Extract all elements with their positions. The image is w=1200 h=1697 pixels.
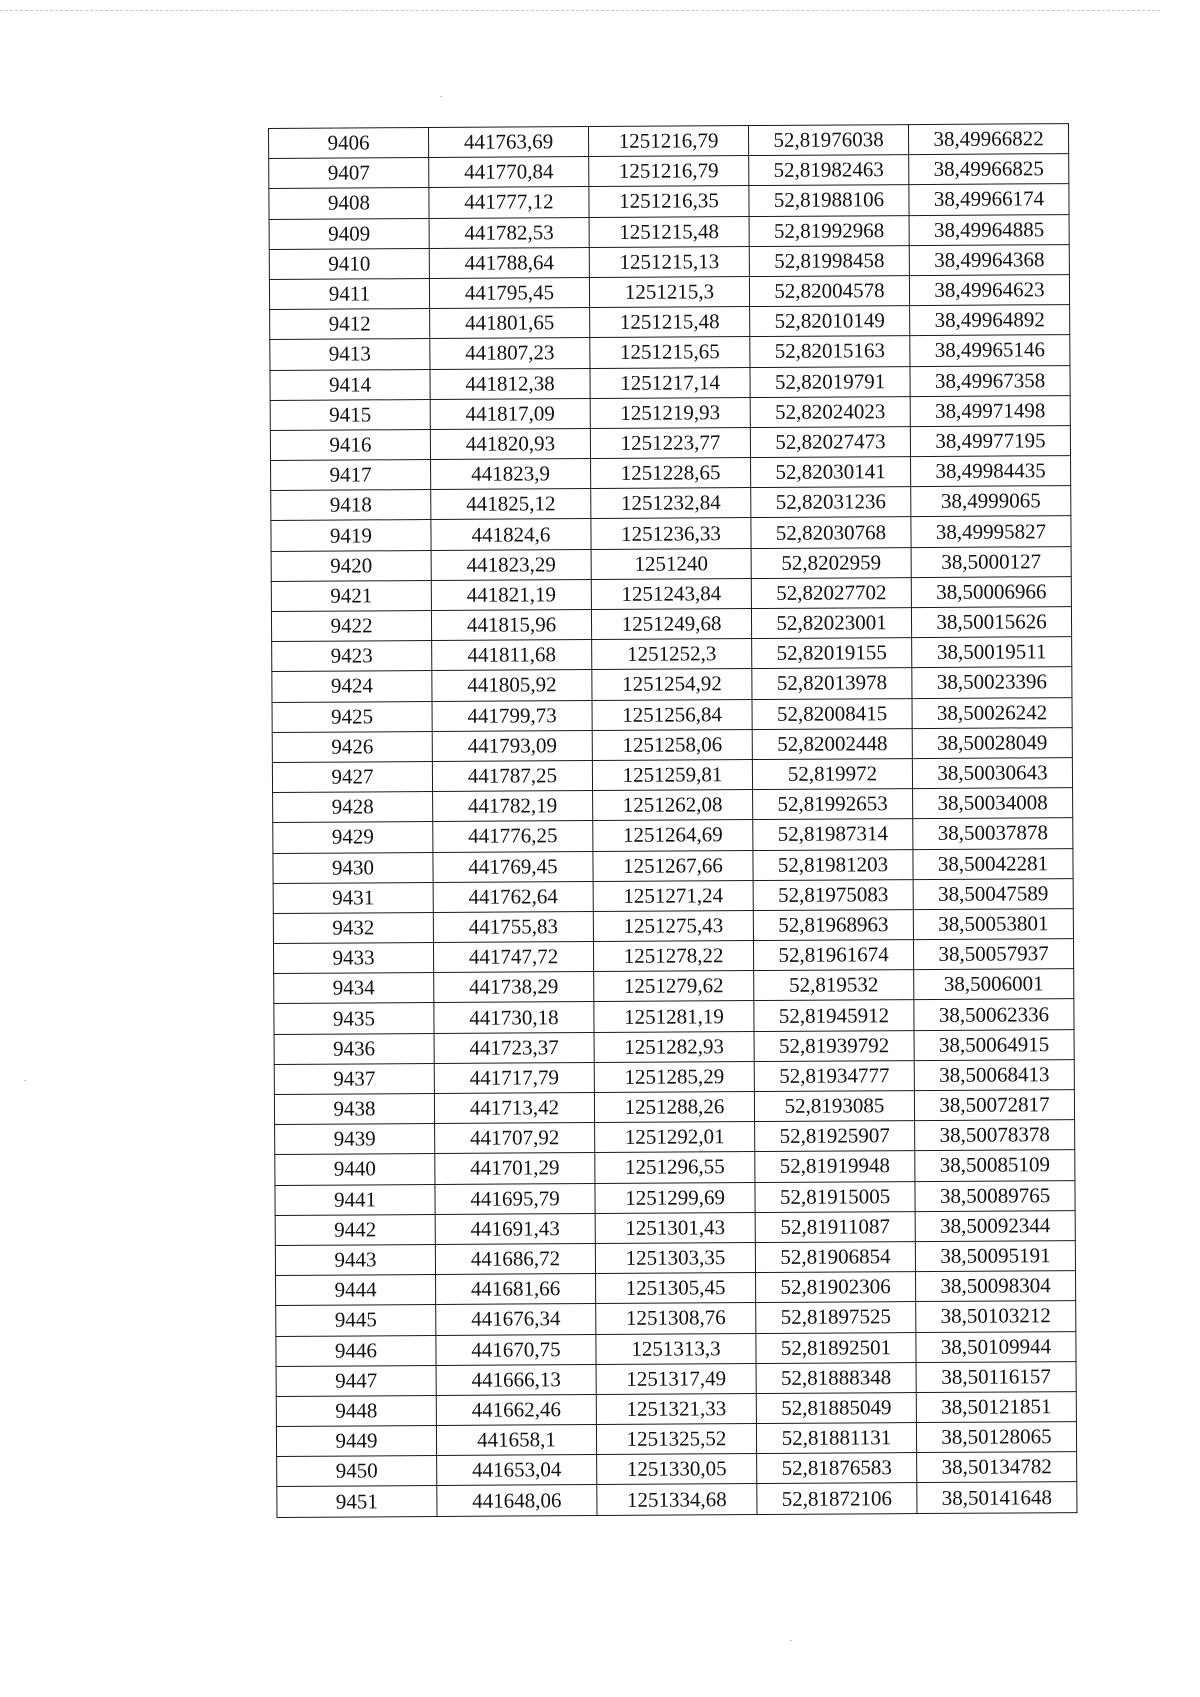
point-number-cell: 9419	[271, 520, 431, 551]
point-number-cell: 9412	[270, 309, 430, 340]
y-coordinate-cell: 1251299,69	[595, 1182, 755, 1213]
longitude-cell: 38,50098304	[915, 1271, 1075, 1302]
point-number-cell: 9421	[271, 580, 431, 611]
latitude-cell: 52,82008415	[752, 698, 912, 729]
longitude-cell: 38,50103212	[916, 1301, 1076, 1332]
x-coordinate-cell: 441782,53	[429, 217, 589, 248]
y-coordinate-cell: 1251288,26	[594, 1092, 754, 1123]
latitude-cell: 52,81906854	[755, 1242, 915, 1273]
latitude-cell: 52,81881131	[756, 1423, 916, 1454]
table-row	[269, 244, 1069, 279]
x-coordinate-cell: 441713,42	[434, 1093, 594, 1124]
point-number-cell: 9418	[271, 490, 431, 521]
latitude-cell: 52,81911087	[755, 1211, 915, 1242]
table-row	[272, 727, 1072, 762]
x-coordinate-cell: 441817,09	[430, 398, 590, 429]
y-coordinate-cell: 1251215,13	[589, 246, 749, 277]
x-coordinate-cell: 441812,38	[430, 368, 590, 399]
y-coordinate-cell: 1251216,79	[589, 156, 749, 187]
latitude-cell: 52,81885049	[756, 1392, 916, 1423]
latitude-cell: 52,81902306	[756, 1272, 916, 1303]
y-coordinate-cell: 1251330,05	[597, 1454, 757, 1485]
latitude-cell: 52,82031236	[751, 487, 911, 518]
latitude-cell: 52,81992968	[749, 215, 909, 246]
y-coordinate-cell: 1251308,76	[596, 1303, 756, 1334]
y-coordinate-cell: 1251223,77	[590, 427, 750, 458]
point-number-cell: 9406	[269, 128, 429, 159]
longitude-cell: 38,49977195	[910, 425, 1070, 456]
y-coordinate-cell: 1251321,33	[596, 1393, 756, 1424]
table-row	[274, 1059, 1074, 1094]
y-coordinate-cell: 1251296,55	[595, 1152, 755, 1183]
latitude-cell: 52,82030141	[751, 457, 911, 488]
point-number-cell: 9436	[274, 1033, 434, 1064]
latitude-cell: 52,8202959	[751, 547, 911, 578]
latitude-cell: 52,81976038	[748, 125, 908, 156]
point-number-cell: 9430	[273, 852, 433, 883]
y-coordinate-cell: 1251252,3	[592, 639, 752, 670]
longitude-cell: 38,50057937	[913, 939, 1073, 970]
latitude-cell: 52,82010149	[750, 306, 910, 337]
x-coordinate-cell: 441807,23	[430, 338, 590, 369]
longitude-cell: 38,50064915	[914, 1029, 1074, 1060]
longitude-cell: 38,50023396	[912, 667, 1072, 698]
table-row	[276, 1422, 1076, 1457]
longitude-cell: 38,50141648	[917, 1482, 1077, 1513]
longitude-cell: 38,5006001	[914, 969, 1074, 1000]
point-number-cell: 9431	[273, 882, 433, 913]
table-row	[272, 758, 1072, 793]
latitude-cell: 52,819972	[752, 759, 912, 790]
longitude-cell: 38,50028049	[912, 727, 1072, 758]
y-coordinate-cell: 1251275,43	[593, 910, 753, 941]
table-row	[273, 939, 1073, 974]
table-row	[272, 667, 1072, 702]
longitude-cell: 38,49995827	[911, 516, 1071, 547]
x-coordinate-cell: 441676,34	[436, 1304, 596, 1335]
longitude-cell: 38,50109944	[916, 1331, 1076, 1362]
x-coordinate-cell: 441707,92	[435, 1123, 595, 1154]
point-number-cell: 9435	[274, 1003, 434, 1034]
point-number-cell: 9425	[272, 701, 432, 732]
point-number-cell: 9428	[273, 792, 433, 823]
latitude-cell: 52,81934777	[754, 1060, 914, 1091]
table-row	[271, 486, 1071, 521]
point-number-cell: 9451	[277, 1486, 437, 1517]
point-number-cell: 9422	[271, 611, 431, 642]
point-number-cell: 9410	[269, 248, 429, 279]
point-number-cell: 9427	[272, 761, 432, 792]
y-coordinate-cell: 1251236,33	[591, 518, 751, 549]
table-row	[270, 365, 1070, 400]
longitude-cell: 38,50042281	[913, 848, 1073, 879]
point-number-cell: 9420	[271, 550, 431, 581]
x-coordinate-cell: 441653,04	[437, 1455, 597, 1486]
latitude-cell: 52,82023001	[751, 608, 911, 639]
x-coordinate-cell: 441695,79	[435, 1183, 595, 1214]
table-row	[269, 275, 1069, 310]
x-coordinate-cell: 441666,13	[436, 1364, 596, 1395]
table-row	[270, 335, 1070, 370]
x-coordinate-cell: 441730,18	[434, 1002, 594, 1033]
x-coordinate-cell: 441793,09	[432, 730, 592, 761]
table-row	[273, 848, 1073, 883]
longitude-cell: 38,50037878	[913, 818, 1073, 849]
longitude-cell: 38,49964623	[909, 275, 1069, 306]
latitude-cell: 52,81872106	[757, 1483, 917, 1514]
y-coordinate-cell: 1251278,22	[593, 941, 753, 972]
table-row	[274, 969, 1074, 1004]
longitude-cell: 38,49967358	[910, 365, 1070, 396]
table-row	[276, 1331, 1076, 1366]
y-coordinate-cell: 1251313,3	[596, 1333, 756, 1364]
y-coordinate-cell: 1251262,08	[593, 790, 753, 821]
table-row	[269, 154, 1069, 189]
point-number-cell: 9409	[269, 218, 429, 249]
x-coordinate-cell: 441717,79	[434, 1062, 594, 1093]
point-number-cell: 9445	[276, 1305, 436, 1336]
point-number-cell: 9444	[276, 1275, 436, 1306]
longitude-cell: 38,50019511	[912, 637, 1072, 668]
longitude-cell: 38,50128065	[916, 1422, 1076, 1453]
latitude-cell: 52,82013978	[752, 668, 912, 699]
latitude-cell: 52,82030768	[751, 517, 911, 548]
table-row	[273, 818, 1073, 853]
latitude-cell: 52,81945912	[754, 1000, 914, 1031]
x-coordinate-cell: 441670,75	[436, 1334, 596, 1365]
longitude-cell: 38,50134782	[917, 1452, 1077, 1483]
latitude-cell: 52,82027473	[750, 426, 910, 457]
table-row	[277, 1452, 1077, 1487]
x-coordinate-cell: 441799,73	[432, 700, 592, 731]
longitude-cell: 38,50092344	[915, 1210, 1075, 1241]
x-coordinate-cell: 441776,25	[433, 821, 593, 852]
y-coordinate-cell: 1251282,93	[594, 1031, 754, 1062]
table-row	[270, 395, 1070, 430]
longitude-cell: 38,50095191	[915, 1241, 1075, 1272]
scan-speck	[440, 96, 442, 97]
y-coordinate-cell: 1251240	[591, 548, 751, 579]
x-coordinate-cell: 441755,83	[433, 911, 593, 942]
y-coordinate-cell: 1251216,79	[588, 126, 748, 157]
longitude-cell: 38,50030643	[912, 758, 1072, 789]
point-number-cell: 9446	[276, 1335, 436, 1366]
y-coordinate-cell: 1251279,62	[594, 971, 754, 1002]
table-row	[277, 1482, 1077, 1517]
x-coordinate-cell: 441648,06	[437, 1485, 597, 1516]
y-coordinate-cell: 1251281,19	[594, 1001, 754, 1032]
point-number-cell: 9447	[276, 1365, 436, 1396]
x-coordinate-cell: 441811,68	[432, 640, 592, 671]
latitude-cell: 52,81982463	[749, 155, 909, 186]
latitude-cell: 52,82002448	[752, 728, 912, 759]
latitude-cell: 52,81897525	[756, 1302, 916, 1333]
longitude-cell: 38,50085109	[915, 1150, 1075, 1181]
table-row	[271, 516, 1071, 551]
x-coordinate-cell: 441788,64	[429, 247, 589, 278]
longitude-cell: 38,50034008	[913, 788, 1073, 819]
table-row	[276, 1391, 1076, 1426]
longitude-cell: 38,50089765	[915, 1180, 1075, 1211]
x-coordinate-cell: 441824,6	[431, 519, 591, 550]
scan-speck	[24, 1080, 26, 1081]
table-row	[269, 214, 1069, 249]
x-coordinate-cell: 441658,1	[436, 1425, 596, 1456]
table-row	[276, 1271, 1076, 1306]
x-coordinate-cell: 441823,9	[431, 459, 591, 490]
x-coordinate-cell: 441763,69	[429, 127, 589, 158]
latitude-cell: 52,82015163	[750, 336, 910, 367]
y-coordinate-cell: 1251267,66	[593, 850, 753, 881]
longitude-cell: 38,49971498	[910, 395, 1070, 426]
latitude-cell: 52,819532	[754, 970, 914, 1001]
table-row	[274, 1029, 1074, 1064]
x-coordinate-cell: 441787,25	[432, 760, 592, 791]
table-row	[273, 908, 1073, 943]
table-row	[276, 1301, 1076, 1336]
latitude-cell: 52,81888348	[756, 1362, 916, 1393]
scan-speck	[790, 1640, 792, 1641]
y-coordinate-cell: 1251228,65	[591, 458, 751, 489]
y-coordinate-cell: 1251264,69	[593, 820, 753, 851]
y-coordinate-cell: 1251256,84	[592, 699, 752, 730]
point-number-cell: 9449	[276, 1426, 436, 1457]
x-coordinate-cell: 441681,66	[436, 1274, 596, 1305]
latitude-cell: 52,81975083	[753, 879, 913, 910]
coordinate-table	[268, 123, 1077, 1517]
longitude-cell: 38,50068413	[914, 1059, 1074, 1090]
point-number-cell: 9448	[276, 1395, 436, 1426]
y-coordinate-cell: 1251215,48	[589, 216, 749, 247]
y-coordinate-cell: 1251301,43	[595, 1212, 755, 1243]
x-coordinate-cell: 441770,84	[429, 157, 589, 188]
longitude-cell: 38,49964892	[910, 305, 1070, 336]
longitude-cell: 38,50026242	[912, 697, 1072, 728]
x-coordinate-cell: 441820,93	[430, 428, 590, 459]
latitude-cell: 52,81998458	[749, 245, 909, 276]
longitude-cell: 38,50072817	[914, 1090, 1074, 1121]
y-coordinate-cell: 1251303,35	[595, 1242, 755, 1273]
latitude-cell: 52,82027702	[751, 577, 911, 608]
point-number-cell: 9407	[269, 158, 429, 189]
y-coordinate-cell: 1251285,29	[594, 1061, 754, 1092]
latitude-cell: 52,81961674	[753, 940, 913, 971]
y-coordinate-cell: 1251258,06	[592, 729, 752, 760]
point-number-cell: 9442	[275, 1214, 435, 1245]
table-row	[275, 1241, 1075, 1276]
latitude-cell: 52,81876583	[757, 1453, 917, 1484]
point-number-cell: 9434	[274, 973, 434, 1004]
point-number-cell: 9414	[270, 369, 430, 400]
y-coordinate-cell: 1251219,93	[590, 397, 750, 428]
point-number-cell: 9438	[274, 1094, 434, 1125]
y-coordinate-cell: 1251325,52	[596, 1424, 756, 1455]
point-number-cell: 9437	[274, 1063, 434, 1094]
latitude-cell: 52,82024023	[750, 396, 910, 427]
table-row	[271, 456, 1071, 491]
point-number-cell: 9426	[272, 731, 432, 762]
latitude-cell: 52,81988106	[749, 185, 909, 216]
point-number-cell: 9408	[269, 188, 429, 219]
table-row	[271, 576, 1071, 611]
latitude-cell: 52,81915005	[755, 1181, 915, 1212]
point-number-cell: 9440	[275, 1154, 435, 1185]
y-coordinate-cell: 1251259,81	[592, 759, 752, 790]
longitude-cell: 38,49964885	[909, 214, 1069, 245]
table-row	[275, 1150, 1075, 1185]
x-coordinate-cell: 441805,92	[432, 670, 592, 701]
latitude-cell: 52,81939792	[754, 1030, 914, 1061]
y-coordinate-cell: 1251249,68	[591, 609, 751, 640]
x-coordinate-cell: 441823,29	[431, 549, 591, 580]
longitude-cell: 38,50053801	[913, 908, 1073, 939]
point-number-cell: 9413	[270, 339, 430, 370]
longitude-cell: 38,4999065	[911, 486, 1071, 517]
point-number-cell: 9441	[275, 1184, 435, 1215]
y-coordinate-cell: 1251317,49	[596, 1363, 756, 1394]
table-row	[270, 305, 1070, 340]
longitude-cell: 38,49966825	[909, 154, 1069, 185]
x-coordinate-cell: 441795,45	[429, 277, 589, 308]
point-number-cell: 9416	[270, 429, 430, 460]
table-row	[274, 999, 1074, 1034]
y-coordinate-cell: 1251305,45	[596, 1273, 756, 1304]
table-body	[269, 124, 1077, 1517]
point-number-cell: 9443	[275, 1244, 435, 1275]
x-coordinate-cell: 441801,65	[430, 308, 590, 339]
table-row	[274, 1090, 1074, 1125]
point-number-cell: 9450	[277, 1456, 437, 1487]
point-number-cell: 9415	[270, 399, 430, 430]
y-coordinate-cell: 1251334,68	[597, 1484, 757, 1515]
table-row	[269, 184, 1069, 219]
table-row	[272, 637, 1072, 672]
x-coordinate-cell: 441686,72	[435, 1243, 595, 1274]
table-row	[269, 124, 1069, 159]
table-row	[271, 607, 1071, 642]
latitude-cell: 52,81919948	[755, 1151, 915, 1182]
x-coordinate-cell: 441821,19	[431, 579, 591, 610]
longitude-cell: 38,49965146	[910, 335, 1070, 366]
point-number-cell: 9411	[269, 278, 429, 309]
point-number-cell: 9429	[273, 822, 433, 853]
x-coordinate-cell: 441762,64	[433, 881, 593, 912]
latitude-cell: 52,81981203	[753, 849, 913, 880]
y-coordinate-cell: 1251216,35	[589, 186, 749, 217]
longitude-cell: 38,50116157	[916, 1361, 1076, 1392]
longitude-cell: 38,49966174	[909, 184, 1069, 215]
latitude-cell: 52,81925907	[755, 1121, 915, 1152]
y-coordinate-cell: 1251217,14	[590, 367, 750, 398]
longitude-cell: 38,5000127	[911, 546, 1071, 577]
y-coordinate-cell: 1251254,92	[592, 669, 752, 700]
point-number-cell: 9423	[272, 641, 432, 672]
x-coordinate-cell: 441815,96	[431, 610, 591, 641]
longitude-cell: 38,49984435	[911, 456, 1071, 487]
x-coordinate-cell: 441825,12	[431, 489, 591, 520]
latitude-cell: 52,8193085	[754, 1091, 914, 1122]
table-row	[276, 1361, 1076, 1396]
table-row	[270, 425, 1070, 460]
latitude-cell: 52,82019155	[752, 638, 912, 669]
latitude-cell: 52,81987314	[753, 819, 913, 850]
longitude-cell: 38,50015626	[911, 607, 1071, 638]
latitude-cell: 52,81992653	[753, 789, 913, 820]
point-number-cell: 9417	[271, 460, 431, 491]
table-row	[271, 546, 1071, 581]
table-row	[275, 1120, 1075, 1155]
latitude-cell: 52,82019791	[750, 366, 910, 397]
x-coordinate-cell: 441701,29	[435, 1153, 595, 1184]
table-row	[275, 1180, 1075, 1215]
table-row	[273, 878, 1073, 913]
x-coordinate-cell: 441662,46	[436, 1394, 596, 1425]
y-coordinate-cell: 1251243,84	[591, 578, 751, 609]
x-coordinate-cell: 441769,45	[433, 851, 593, 882]
x-coordinate-cell: 441738,29	[434, 972, 594, 1003]
x-coordinate-cell: 441691,43	[435, 1213, 595, 1244]
y-coordinate-cell: 1251215,65	[590, 337, 750, 368]
point-number-cell: 9439	[275, 1124, 435, 1155]
longitude-cell: 38,49964368	[909, 244, 1069, 275]
longitude-cell: 38,50121851	[916, 1391, 1076, 1422]
point-number-cell: 9432	[273, 912, 433, 943]
x-coordinate-cell: 441782,19	[433, 791, 593, 822]
longitude-cell: 38,49966822	[908, 124, 1068, 155]
x-coordinate-cell: 441777,12	[429, 187, 589, 218]
longitude-cell: 38,50062336	[914, 999, 1074, 1030]
table-row	[275, 1210, 1075, 1245]
y-coordinate-cell: 1251292,01	[595, 1122, 755, 1153]
y-coordinate-cell: 1251232,84	[591, 488, 751, 519]
table-row	[272, 697, 1072, 732]
y-coordinate-cell: 1251215,48	[590, 307, 750, 338]
longitude-cell: 38,50047589	[913, 878, 1073, 909]
latitude-cell: 52,82004578	[749, 276, 909, 307]
y-coordinate-cell: 1251215,3	[589, 276, 749, 307]
latitude-cell: 52,81892501	[756, 1332, 916, 1363]
table-row	[273, 788, 1073, 823]
point-number-cell: 9424	[272, 671, 432, 702]
latitude-cell: 52,81968963	[753, 909, 913, 940]
x-coordinate-cell: 441747,72	[433, 942, 593, 973]
y-coordinate-cell: 1251271,24	[593, 880, 753, 911]
longitude-cell: 38,50078378	[915, 1120, 1075, 1151]
scan-top-edge	[0, 10, 1160, 11]
x-coordinate-cell: 441723,37	[434, 1032, 594, 1063]
longitude-cell: 38,50006966	[911, 576, 1071, 607]
point-number-cell: 9433	[273, 943, 433, 974]
